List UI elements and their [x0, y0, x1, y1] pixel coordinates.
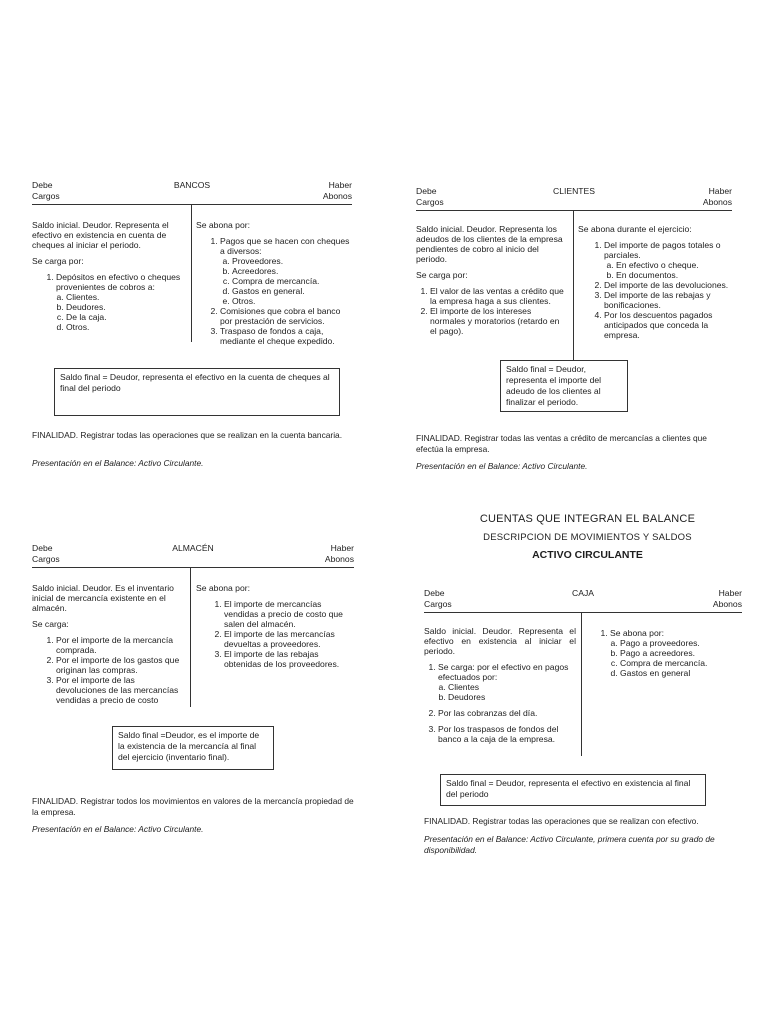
list-item: b. Pago a acreedores.	[620, 648, 742, 658]
presentacion-text: Presentación en el Balance: Activo Circulante.	[32, 824, 204, 834]
presentacion-text: Presentación en el Balance: Activo Circulante.	[416, 461, 588, 471]
page-title: CUENTAS QUE INTEGRAN EL BALANCE	[479, 513, 696, 525]
section-title: ACTIVO CIRCULANTE	[532, 549, 643, 561]
abonos-sublist	[604, 260, 732, 280]
list-item: 3. Traspaso de fondos a caja, mediante el cheque expedido.	[220, 326, 352, 346]
abonos-list	[196, 236, 352, 346]
credit-column	[196, 583, 354, 669]
list-item: c. De la caja.	[66, 312, 182, 322]
list-item: 4. Por los descuentos pagados anticipados que conceda la empresa.	[604, 310, 732, 340]
list-item: b. En documentos.	[616, 270, 732, 280]
debit-column	[32, 220, 182, 332]
list-item: b. Acreedores.	[232, 266, 352, 276]
list-item: c. Compra de mercancía.	[232, 276, 352, 286]
haber-label: Haber	[330, 543, 354, 553]
saldo-inicial: Saldo inicial. Deudor. Representa el efectivo en existencia al iniciar el periodo.	[424, 626, 576, 656]
debe-label: Debe	[32, 180, 53, 190]
list-item: a. Pago a proveedores.	[620, 638, 742, 648]
list-item: 2. Del importe de las devoluciones.	[604, 280, 732, 290]
t-account-header	[32, 543, 354, 568]
cargos-list	[32, 272, 182, 332]
saldo-final-box: Saldo final = Deudor, representa el importe del adeudo de los clientes al finalizar el periodo.	[500, 360, 628, 412]
t-account-header	[416, 186, 732, 211]
cargos-label: Cargos	[32, 191, 60, 201]
list-item: a. Clientes	[448, 682, 576, 692]
debit-column	[424, 626, 576, 744]
list-item: a. Clientes.	[66, 292, 182, 302]
haber-label: Haber	[718, 588, 742, 598]
list-item: 1. Por el importe de la mercancía comprada.	[56, 635, 182, 655]
account-name: BANCOS	[173, 180, 211, 190]
t-divider	[191, 204, 192, 342]
t-divider	[581, 612, 582, 756]
list-item: e. Otros.	[232, 296, 352, 306]
saldo-inicial: Saldo inicial. Deudor. Es el inventario inicial de mercancía existente en el almacén.	[32, 583, 174, 613]
list-item: 2. Comisiones que cobra el banco por prestación de servicios.	[220, 306, 352, 326]
t-account-header	[32, 180, 352, 205]
cargos-label: Cargos	[416, 197, 444, 207]
abonos-sublist	[220, 256, 352, 306]
list-item: 2. El importe de las mercancías devueltas a proveedores.	[224, 629, 354, 649]
list-item: 2. Por las cobranzas del día.	[438, 708, 576, 718]
saldo-inicial: Saldo inicial. Deudor. Representa los adeudos de los clientes de la empresa pendientes de cobro al inicio del periodo.	[416, 224, 563, 264]
finalidad-text: FINALIDAD. Registrar todas las ventas a crédito de mercancías a clientes que efectúa la empresa.	[416, 433, 707, 454]
list-item: 3. Por los traspasos de fondos del banco a la caja de la empresa.	[438, 724, 576, 744]
cargos-list	[424, 662, 576, 744]
se-carga-label: Se carga:	[32, 619, 69, 629]
presentacion-text: Presentación en el Balance: Activo Circulante, primera cuenta por su grado de disponibilidad.	[424, 834, 715, 855]
list-item: 3. Del importe de las rebajas y bonificaciones.	[604, 290, 732, 310]
account-name: CAJA	[572, 588, 594, 598]
finalidad-text: FINALIDAD. Registrar todas las operaciones que se realizan con efectivo.	[424, 816, 699, 826]
cargos-label: Cargos	[424, 599, 452, 609]
page-subtitle: DESCRIPCION DE MOVIMIENTOS Y SALDOS	[483, 532, 692, 543]
abonos-sublist	[610, 638, 742, 678]
list-item: 1. El valor de las ventas a crédito que la empresa haga a sus clientes.	[430, 286, 566, 306]
list-item: d. Gastos en general.	[232, 286, 352, 296]
debe-label: Debe	[424, 588, 445, 598]
list-item: 1. Se carga: por el efectivo en pagos efectuados por: a. Clientes b. Deudores	[438, 662, 576, 702]
abonos-label: Abonos	[712, 599, 742, 609]
list-item: 1. Depósitos en efectivo o cheques provenientes de cobros a: a. Clientes. b. Deudores. c. De la caja. d. Otros.	[56, 272, 182, 332]
abonos-list	[586, 628, 742, 678]
account-name: CLIENTES	[552, 186, 596, 196]
cargos-list	[416, 286, 566, 336]
saldo-final-box: Saldo final = Deudor, representa el efectivo en existencia al final del periodo	[440, 774, 706, 806]
list-item: c. Compra de mercancía.	[620, 658, 742, 668]
list-item: 2. El importe de los intereses normales y moratorios (retardo en el pago).	[430, 306, 566, 336]
debit-column	[416, 224, 566, 336]
abonos-label: Abonos	[322, 191, 352, 201]
t-account-header	[424, 588, 742, 613]
haber-label: Haber	[328, 180, 352, 190]
debit-column	[32, 583, 182, 705]
list-item: 1. Pagos que se hacen con cheques a diversos: a. Proveedores. b. Acreedores. c. Compra de mercancía. d. Gastos en general. e. Otros.	[220, 236, 352, 306]
saldo-final-box: Saldo final =Deudor, es el importe de la existencia de la mercancía al final del ejercicio (inventario final).	[112, 726, 274, 770]
haber-label: Haber	[708, 186, 732, 196]
abonos-label: Abonos	[324, 554, 354, 564]
abonos-list	[196, 599, 354, 669]
finalidad-text: FINALIDAD. Registrar todas las operaciones que se realizan en la cuenta bancaria.	[32, 430, 343, 440]
se-abona-label: Se abona por:	[196, 583, 250, 593]
credit-column	[578, 224, 732, 340]
cargos-sublist	[438, 682, 576, 702]
cargos-sublist	[56, 292, 182, 332]
list-item: 1. El importe de mercancías vendidas a precio de costo que salen del almacén.	[224, 599, 354, 629]
presentacion-text: Presentación en el Balance: Activo Circulante.	[32, 458, 204, 468]
list-item: a. En efectivo o cheque.	[616, 260, 732, 270]
list-item: d. Gastos en general	[620, 668, 742, 678]
list-item: b. Deudores	[448, 692, 576, 702]
se-abona-label: Se abona por:	[196, 220, 250, 230]
list-item: 3. El importe de las rebajas obtenidas de los proveedores.	[224, 649, 354, 669]
credit-column	[586, 628, 742, 678]
finalidad-text: FINALIDAD. Registrar todos los movimientos en valores de la mercancía propiedad de la empresa.	[32, 796, 354, 817]
saldo-final-box: Saldo final = Deudor, representa el efectivo en la cuenta de cheques al final del periodo	[54, 368, 340, 416]
list-item: d. Otros.	[66, 322, 182, 332]
debe-label: Debe	[32, 543, 53, 553]
list-item: a. Proveedores.	[232, 256, 352, 266]
se-carga-label: Se carga por:	[32, 256, 84, 266]
abonos-label: Abonos	[702, 197, 732, 207]
list-item: 1. Del importe de pagos totales o parciales. a. En efectivo o cheque. b. En documentos.	[604, 240, 732, 280]
abonos-list	[578, 240, 732, 340]
list-item: 1. Se abona por: a. Pago a proveedores. b. Pago a acreedores. c. Compra de mercancía. d. Gastos en general	[610, 628, 742, 678]
debe-label: Debe	[416, 186, 437, 196]
credit-column	[196, 220, 352, 346]
saldo-inicial: Saldo inicial. Deudor. Representa el efectivo en existencia en cuenta de cheques al iniciar el periodo.	[32, 220, 169, 250]
list-item: b. Deudores.	[66, 302, 182, 312]
se-abona-label: Se abona durante el ejercicio:	[578, 224, 692, 234]
t-divider	[573, 210, 574, 360]
se-carga-label: Se carga por:	[416, 270, 468, 280]
t-divider	[190, 567, 191, 707]
account-name: ALMACÉN	[172, 543, 214, 553]
cargos-label: Cargos	[32, 554, 60, 564]
list-item: 2. Por el importe de los gastos que originan las compras.	[56, 655, 182, 675]
cargos-list	[32, 635, 182, 705]
list-item: 3. Por el importe de las devoluciones de las mercancías vendidas a precio de costo	[56, 675, 182, 705]
